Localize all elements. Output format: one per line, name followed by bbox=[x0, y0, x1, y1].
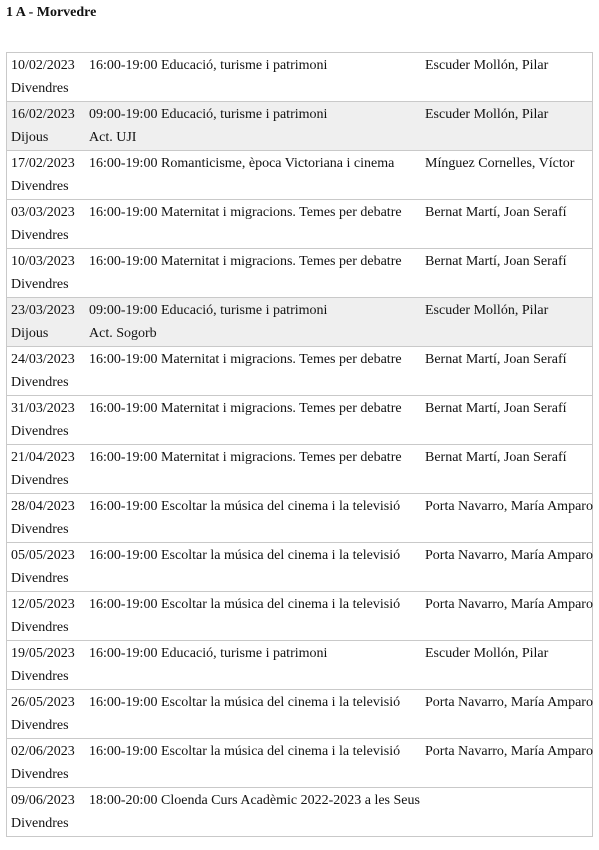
session-time: 16:00-19:00 bbox=[89, 254, 158, 269]
session-weekday: Divendres bbox=[11, 767, 69, 782]
schedule-row bbox=[6, 396, 593, 445]
schedule-row bbox=[6, 690, 593, 739]
session-date: 24/03/2023 bbox=[11, 352, 75, 367]
session-date: 05/05/2023 bbox=[11, 548, 75, 563]
session-date: 12/05/2023 bbox=[11, 597, 75, 612]
course-title: Maternitat i migracions. Temes per debatre bbox=[161, 254, 402, 269]
schedule-row bbox=[6, 347, 593, 396]
session-time: 16:00-19:00 bbox=[89, 156, 158, 171]
course-title: Educació, turisme i patrimoni bbox=[161, 646, 328, 661]
session-date: 10/03/2023 bbox=[11, 254, 75, 269]
schedule-table bbox=[6, 52, 593, 837]
session-time: 09:00-19:00 bbox=[89, 303, 158, 318]
course-title: Educació, turisme i patrimoni bbox=[161, 303, 328, 318]
teacher-name: Porta Navarro, María Amparo bbox=[425, 597, 593, 612]
teacher-name: Mínguez Cornelles, Víctor bbox=[425, 156, 575, 171]
session-date: 31/03/2023 bbox=[11, 401, 75, 416]
session-time: 16:00-19:00 bbox=[89, 352, 158, 367]
session-weekday: Divendres bbox=[11, 179, 69, 194]
session-weekday: Divendres bbox=[11, 816, 69, 831]
session-time: 16:00-19:00 bbox=[89, 646, 158, 661]
course-title: Escoltar la música del cinema i la televisió bbox=[161, 499, 401, 514]
teacher-name: Escuder Mollón, Pilar bbox=[425, 107, 549, 122]
session-time: 16:00-19:00 bbox=[89, 499, 158, 514]
schedule-row bbox=[6, 739, 593, 788]
session-weekday: Divendres bbox=[11, 81, 69, 96]
session-note: Act. UJI bbox=[89, 130, 137, 145]
session-date: 23/03/2023 bbox=[11, 303, 75, 318]
session-weekday: Divendres bbox=[11, 718, 69, 733]
session-time: 16:00-19:00 bbox=[89, 744, 158, 759]
session-time: 16:00-19:00 bbox=[89, 58, 158, 73]
session-weekday: Divendres bbox=[11, 375, 69, 390]
session-weekday: Divendres bbox=[11, 424, 69, 439]
schedule-row bbox=[6, 543, 593, 592]
session-weekday: Divendres bbox=[11, 620, 69, 635]
teacher-name: Bernat Martí, Joan Serafí bbox=[425, 205, 567, 220]
course-title: Maternitat i migracions. Temes per debatre bbox=[161, 401, 402, 416]
teacher-name: Bernat Martí, Joan Serafí bbox=[425, 401, 567, 416]
course-title: Maternitat i migracions. Temes per debatre bbox=[161, 352, 402, 367]
course-title: Escoltar la música del cinema i la televisió bbox=[161, 744, 401, 759]
session-time: 16:00-19:00 bbox=[89, 450, 158, 465]
schedule-row bbox=[6, 641, 593, 690]
session-weekday: Divendres bbox=[11, 473, 69, 488]
schedule-row bbox=[6, 53, 593, 102]
session-date: 09/06/2023 bbox=[11, 793, 75, 808]
course-title: Educació, turisme i patrimoni bbox=[161, 58, 328, 73]
session-date: 03/03/2023 bbox=[11, 205, 75, 220]
session-date: 21/04/2023 bbox=[11, 450, 75, 465]
session-weekday: Dijous bbox=[11, 130, 49, 145]
teacher-name: Bernat Martí, Joan Serafí bbox=[425, 254, 567, 269]
schedule-row bbox=[6, 592, 593, 641]
session-time: 16:00-19:00 bbox=[89, 401, 158, 416]
session-date: 16/02/2023 bbox=[11, 107, 75, 122]
teacher-name: Porta Navarro, María Amparo bbox=[425, 744, 593, 759]
course-title: Escoltar la música del cinema i la televisió bbox=[161, 548, 401, 563]
course-title: Romanticisme, època Victoriana i cinema bbox=[161, 156, 395, 171]
session-weekday: Divendres bbox=[11, 571, 69, 586]
session-note: Act. Sogorb bbox=[89, 326, 157, 341]
schedule-row bbox=[6, 249, 593, 298]
session-weekday: Divendres bbox=[11, 277, 69, 292]
page-title: 1 A - Morvedre bbox=[6, 5, 97, 20]
schedule-row bbox=[6, 298, 593, 347]
session-date: 26/05/2023 bbox=[11, 695, 75, 710]
course-title: Educació, turisme i patrimoni bbox=[161, 107, 328, 122]
teacher-name: Escuder Mollón, Pilar bbox=[425, 646, 549, 661]
session-date: 10/02/2023 bbox=[11, 58, 75, 73]
session-time: 16:00-19:00 bbox=[89, 205, 158, 220]
session-date: 02/06/2023 bbox=[11, 744, 75, 759]
schedule-row bbox=[6, 445, 593, 494]
teacher-name: Bernat Martí, Joan Serafí bbox=[425, 450, 567, 465]
session-weekday: Divendres bbox=[11, 228, 69, 243]
session-time: 18:00-20:00 bbox=[89, 793, 158, 808]
course-title: Escoltar la música del cinema i la televisió bbox=[161, 695, 401, 710]
session-weekday: Divendres bbox=[11, 522, 69, 537]
session-weekday: Dijous bbox=[11, 326, 49, 341]
schedule-row bbox=[6, 200, 593, 249]
schedule-row bbox=[6, 102, 593, 151]
course-title: Maternitat i migracions. Temes per debatre bbox=[161, 205, 402, 220]
course-title: Escoltar la música del cinema i la televisió bbox=[161, 597, 401, 612]
session-weekday: Divendres bbox=[11, 669, 69, 684]
session-date: 19/05/2023 bbox=[11, 646, 75, 661]
session-date: 28/04/2023 bbox=[11, 499, 75, 514]
session-time: 16:00-19:00 bbox=[89, 548, 158, 563]
teacher-name: Bernat Martí, Joan Serafí bbox=[425, 352, 567, 367]
session-time: 16:00-19:00 bbox=[89, 695, 158, 710]
schedule-row bbox=[6, 788, 593, 837]
teacher-name: Escuder Mollón, Pilar bbox=[425, 58, 549, 73]
session-date: 17/02/2023 bbox=[11, 156, 75, 171]
session-time: 09:00-19:00 bbox=[89, 107, 158, 122]
course-title: Cloenda Curs Acadèmic 2022-2023 a les Seus bbox=[161, 793, 420, 808]
course-title: Maternitat i migracions. Temes per debatre bbox=[161, 450, 402, 465]
teacher-name: Porta Navarro, María Amparo bbox=[425, 548, 593, 563]
teacher-name: Porta Navarro, María Amparo bbox=[425, 499, 593, 514]
schedule-row bbox=[6, 151, 593, 200]
teacher-name: Porta Navarro, María Amparo bbox=[425, 695, 593, 710]
schedule-row bbox=[6, 494, 593, 543]
session-time: 16:00-19:00 bbox=[89, 597, 158, 612]
teacher-name: Escuder Mollón, Pilar bbox=[425, 303, 549, 318]
